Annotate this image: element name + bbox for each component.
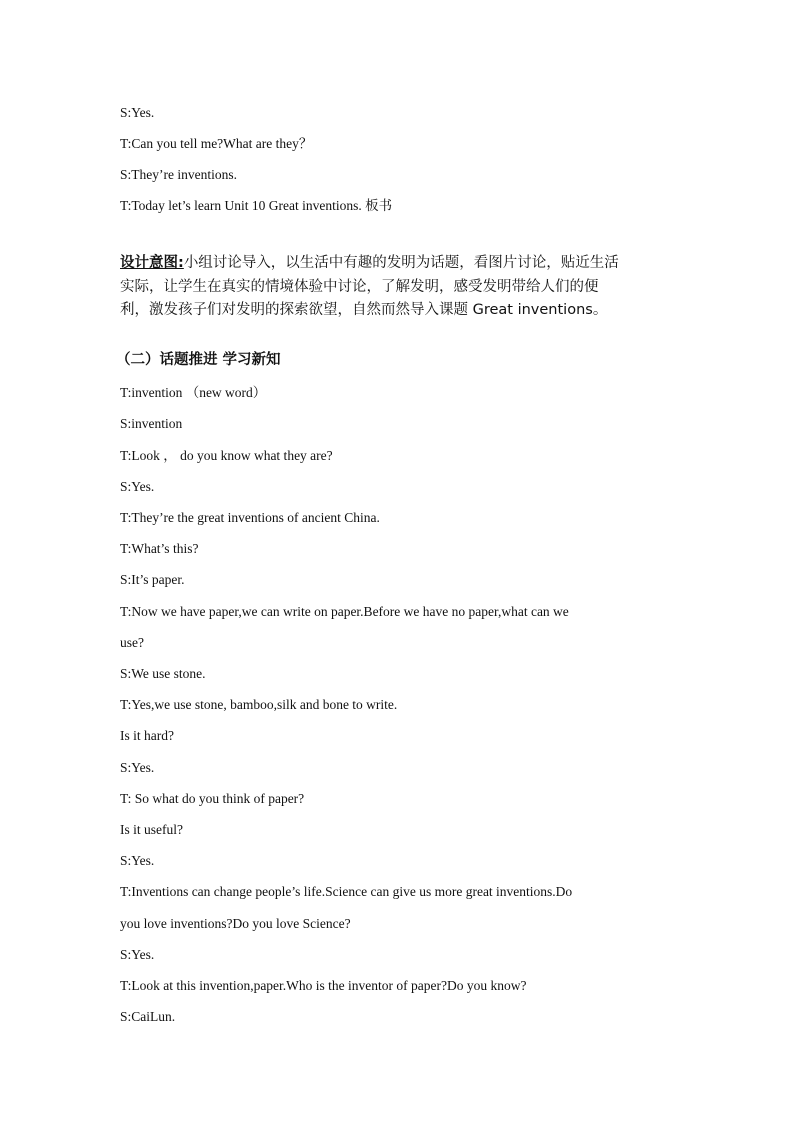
dialogue-line: T:invention （new word） — [120, 385, 267, 400]
dialogue-line: S:We use stone. — [120, 666, 206, 681]
dialogue-line: T:Yes,we use stone, bamboo,silk and bone to write. — [120, 697, 398, 712]
section-heading: （二）话题推进 学习新知 — [116, 352, 281, 368]
dialogue-line: S:Yes. — [120, 853, 155, 868]
dialogue-line: T: So what do you think of paper? — [120, 791, 305, 806]
dialogue-line: S:They’re inventions. — [120, 167, 237, 182]
dialogue-line: S:invention — [120, 416, 183, 431]
dialogue-line: you love inventions?Do you love Science? — [120, 916, 351, 931]
dialogue-line: S:Yes. — [120, 479, 155, 494]
design-intent-text: 小组讨论导入，以生活中有趣的发明为话题，看图片讨论，贴近生活 — [183, 255, 619, 271]
dialogue-line: T:Inventions can change people’s life.Science can give us more great inventions.Do — [120, 884, 573, 899]
dialogue-line: S:CaiLun. — [120, 1009, 176, 1024]
design-intent-paragraph — [120, 252, 680, 323]
dialogue-line: T:Today let’s learn Unit 10 Great inventions. 板书 — [120, 198, 393, 213]
design-intent-label: 设计意图: — [120, 255, 184, 271]
dialogue-line: T:What’s this? — [120, 541, 199, 556]
dialogue-line: T:Now we have paper,we can write on paper.Before we have no paper,what can we — [120, 604, 569, 619]
dialogue-line: use? — [120, 635, 144, 650]
dialogue-line: T:Look ， do you know what they are? — [120, 448, 333, 463]
design-intent-line: 实际，让学生在真实的情境体验中讨论，了解发明，感受发明带给人们的便 — [120, 278, 599, 295]
dialogue-line: T:Can you tell me?What are they？ — [120, 136, 313, 151]
dialogue-line: Is it useful? — [120, 822, 183, 837]
dialogue-line: T:They’re the great inventions of ancient China. — [120, 510, 380, 525]
design-intent-line — [120, 252, 680, 276]
dialogue-line: T:Look at this invention,paper.Who is the inventor of paper?Do you know? — [120, 978, 527, 993]
dialogue-line: Is it hard? — [120, 728, 174, 743]
design-intent-line: 利，激发孩子们对发明的探索欲望，自然而然导入课题 Great inventions。 — [120, 302, 608, 318]
dialogue-line: S:It’s paper. — [120, 572, 185, 587]
dialogue-line: S:Yes. — [120, 760, 155, 775]
dialogue-line: S:Yes. — [120, 105, 155, 120]
dialogue-line: S:Yes. — [120, 947, 155, 962]
